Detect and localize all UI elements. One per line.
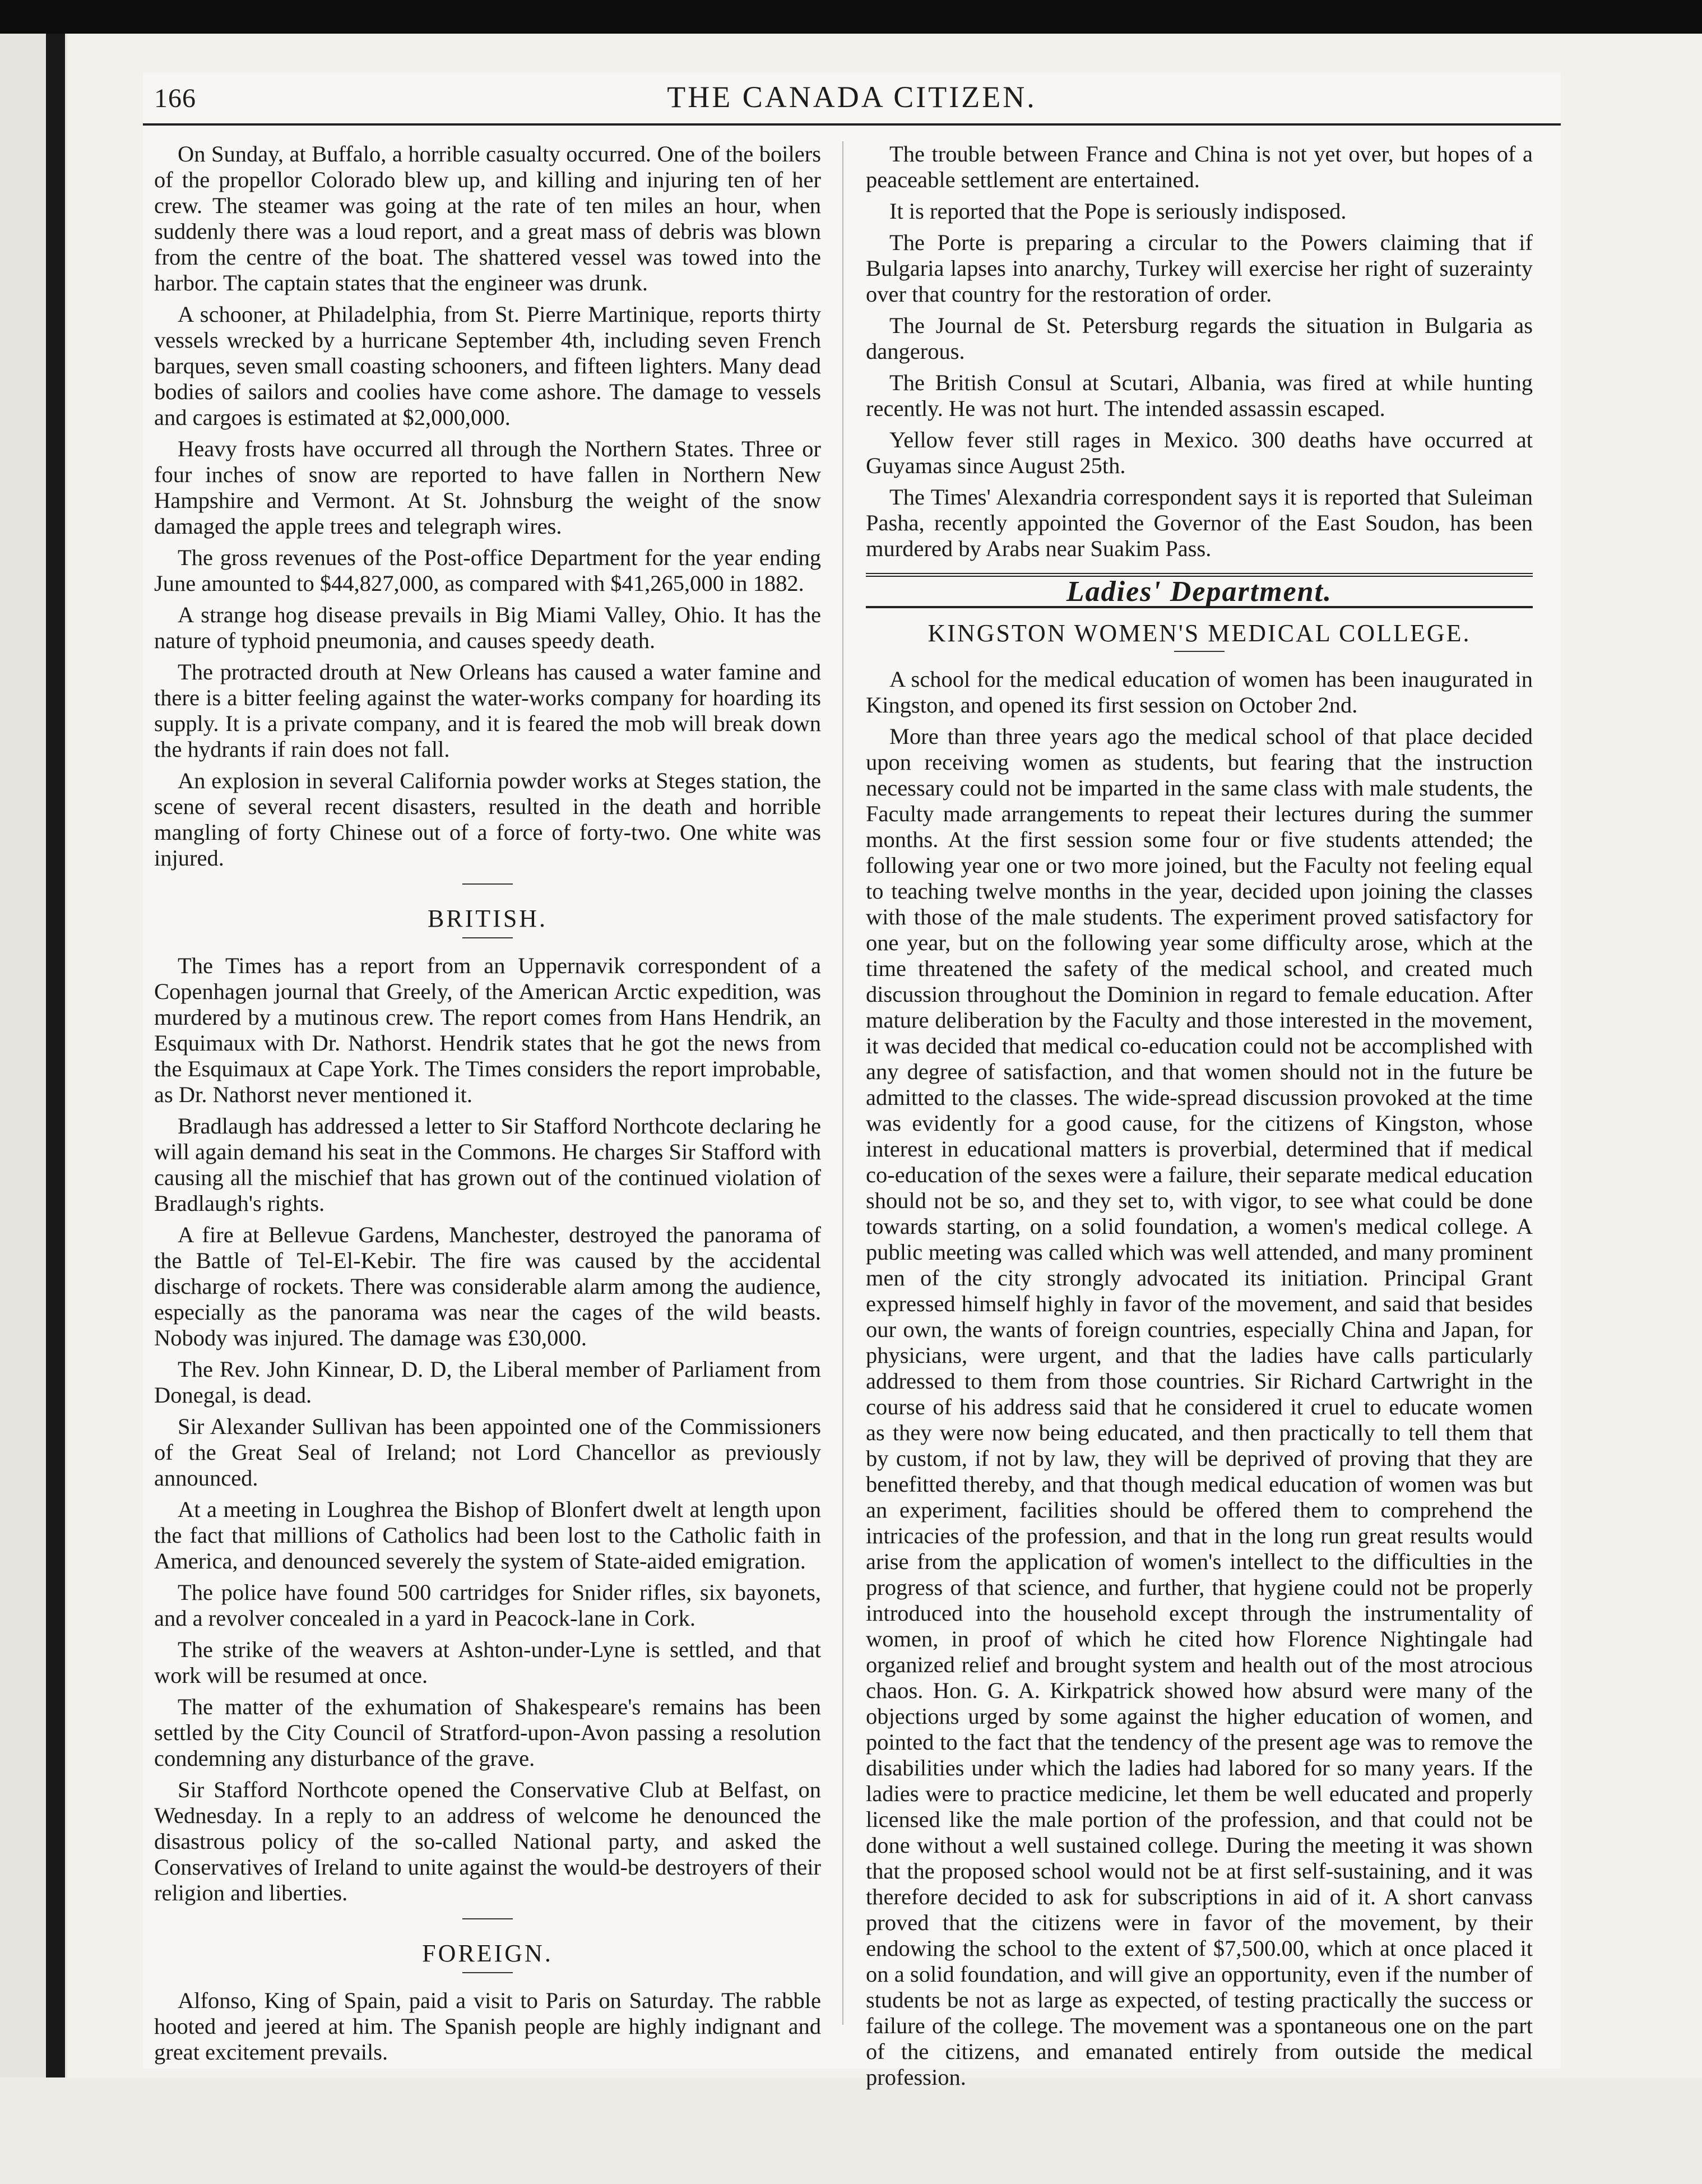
news-paragraph: An explosion in several California powder works at Steges station, the scene of several recent disasters, resulted in the death and horrible mangling of forty Chinese out of a force of forty-two. One white was injured.: [154, 768, 821, 871]
news-paragraph: On Sunday, at Buffalo, a horrible casualty occurred. One of the boilers of the propellor Colorado blew up, and killing and injuring ten of her crew. The steamer was going at the rate of ten miles an hour, when suddenly there was a loud report, and a great mass of debris was blown from the centre of the boat. The shattered vessel was towed into the harbor. The captain states that the engineer was drunk.: [154, 141, 821, 295]
page-number: 166: [154, 84, 196, 113]
running-title: THE CANADA CITIZEN.: [667, 80, 1037, 114]
news-paragraph: The trouble between France and China is not yet over, but hopes of a peaceable settlement are entertained.: [866, 141, 1533, 192]
news-paragraph: Yellow fever still rages in Mexico. 300 deaths have occurred at Guyamas since August 25th.: [866, 427, 1533, 478]
article-title: KINGSTON WOMEN'S MEDICAL COLLEGE.: [927, 619, 1471, 647]
section-rule: [462, 1972, 513, 1973]
section-rule: [462, 1918, 513, 1919]
department-banner: [866, 573, 1533, 608]
news-paragraph: At a meeting in Loughrea the Bishop of Blonfert dwelt at length upon the fact that millions of Catholics had been lost to the Catholic faith in America, and denounced severely the system of State-aided emigration.: [154, 1497, 821, 1574]
news-paragraph: A strange hog disease prevails in Big Miami Valley, Ohio. It has the nature of typhoid pneumonia, and causes speedy death.: [154, 602, 821, 653]
section-title-foreign: FOREIGN.: [422, 1940, 553, 1967]
scan-top-edge: [0, 0, 1702, 34]
news-paragraph: The Journal de St. Petersburg regards the situation in Bulgaria as dangerous.: [866, 313, 1533, 364]
news-paragraph: The matter of the exhumation of Shakespeare's remains has been settled by the City Council of Stratford-upon-Avon passing a resolution condemning any disturbance of the grave.: [154, 1694, 821, 1771]
article-paragraph: A school for the medical education of women has been inaugurated in Kingston, and opened its first session on October 2nd.: [866, 667, 1533, 718]
news-paragraph: The Times' Alexandria correspondent says it is reported that Suleiman Pasha, recently appointed the Governor of the East Soudon, has been murdered by Arabs near Suakim Pass.: [866, 484, 1533, 561]
news-paragraph: The Porte is preparing a circular to the Powers claiming that if Bulgaria lapses into anarchy, Turkey will exercise her right of suzerainty over that country for the restoration of order.: [866, 230, 1533, 307]
news-paragraph: It is reported that the Pope is seriously indisposed.: [889, 198, 1347, 224]
news-paragraph: Sir Alexander Sullivan has been appointed one of the Commissioners of the Great Seal of Ireland; not Lord Chancellor as previously announced.: [154, 1414, 821, 1491]
section-title-british: BRITISH.: [427, 905, 548, 932]
section-rule: [462, 883, 513, 885]
news-paragraph: Bradlaugh has addressed a letter to Sir Stafford Northcote declaring he will again demand his seat in the Commons. He charges Sir Stafford with causing all the mischief that has grown out of the continued violation of Bradlaugh's rights.: [154, 1113, 821, 1216]
news-paragraph: The police have found 500 cartridges for Snider rifles, six bayonets, and a revolver concealed in a yard in Peacock-lane in Cork.: [154, 1580, 821, 1631]
news-paragraph: The protracted drouth at New Orleans has caused a water famine and there is a bitter feeling against the water-works company for hoarding its supply. It is a private company, and it is feared the mob will break down the hydrants if rain does not fall.: [154, 659, 821, 762]
newspaper-page: [143, 73, 1561, 2090]
page-header: [143, 73, 1561, 126]
section-rule: [462, 937, 513, 938]
binding-spine: [46, 34, 65, 2141]
news-paragraph: Heavy frosts have occurred all through the Northern States. Three or four inches of snow are reported to have fallen in Northern New Hampshire and Vermont. At St. Johnsburg the weight of the snow damaged the apple trees and telegraph wires.: [154, 436, 821, 539]
news-paragraph: The gross revenues of the Post-office Department for the year ending June amounted to $44,827,000, as compared with $41,265,000 in 1882.: [154, 545, 821, 596]
section-rule: [1174, 651, 1225, 652]
news-paragraph: Alfonso, King of Spain, paid a visit to Paris on Saturday. The rabble hooted and jeered at him. The Spanish people are highly indignant and great excitement prevails.: [154, 1988, 821, 2065]
news-paragraph: The strike of the weavers at Ashton-under-Lyne is settled, and that work will be resumed at once.: [154, 1637, 821, 1688]
column-divider: [842, 141, 843, 2025]
article-paragraph: More than three years ago the medical school of that place decided upon receiving women as students, but fearing that the instruction necessary could not be imparted in the same class with male students, the Faculty made arrangements to repeat their lectures during the summer months. At the first session some four or five students attended; the following year one or two more joined, but the Faculty not feeling equal to teaching twelve months in the year, decided upon joining the classes with those of the male students. The experiment proved satisfactory for one year, but on the following year some difficulty arose, which at the time threatened the safety of the medical school, and created much discussion throughout the Dominion in regard to female education. After mature deliberation by the Faculty and those interested in the movement, it was decided that medical co-education could not be accomplished with any degree of satisfaction, and that women should not in the future be admitted to the classes. The wide-spread discussion provoked at the time was evidently for a good cause, for the citizens of Kingston, whose interest in educational matters is proverbial, determined that if medical co-education of the sexes were a failure, their separate medical education should not be so, and they set to, with vigor, to see what could be done towards starting, on a solid foundation, a women's medical college. A public meeting was called which was well attended, and many prominent men of the city strongly advocated its initiation. Principal Grant expressed himself highly in favor of the movement, and said that besides our own, the wants of foreign countries, especially China and Japan, for physicians, were urgent, and that the ladies have calls particularly addressed to them from those countries. Sir Richard Cartwright in the course of his address said that he considered it cruel to educate women as they were now being educated, and then practically to tell them that by custom, if not by law, they will be deprived of proving that they are benefitted thereby, and that though medical education of women was but an experiment, facilities should be offered them to comprehend the intricacies of the profession, and that in the long run great results would arise from the application of women's intellect to the difficulties in the progress of that science, and further, that hygiene could not be properly introduced into the household except through the instrumentality of women, in proof of which he cited how Florence Nightingale had organized relief and brought system and health out of the most atrocious chaos. Hon. G. A. Kirkpatrick showed how absurd were many of the objections urged by some against the higher education of women, and pointed to the fact that the tendency of the present age was to remove the disabilities under which the ladies had labored for so many years. If the ladies were to practice medicine, let them be well educated and properly licensed like the male portion of the profession, and that could not be done without a well sustained college. During the meeting it was shown that the proposed school would not be at first self-sustaining, and it was therefore decided to ask for subscriptions in aid of it. A short canvass proved that the citizens were in favor of the movement, by their endowing the school to the extent of $7,500.00, which at once placed it on a solid foundation, and will give an opportunity, even if the number of students be not as large as expected, of testing practically the success or failure of the college. The movement was a spontaneous one on the part of the citizens, and emanated entirely from outside the medical profession.: [866, 724, 1533, 2090]
news-paragraph: A fire at Bellevue Gardens, Manchester, destroyed the panorama of the Battle of Tel-El-Kebir. The fire was caused by the accidental discharge of rockets. There was considerable alarm among the audience, especially as the panorama was near the cages of the wild beasts. Nobody was injured. The damage was £30,000.: [154, 1222, 821, 1350]
right-column: [866, 141, 1533, 2096]
news-paragraph: The Rev. John Kinnear, D. D, the Liberal member of Parliament from Donegal, is dead.: [154, 1357, 821, 1408]
news-paragraph: Sir Stafford Northcote opened the Conservative Club at Belfast, on Wednesday. In a reply to an address of welcome he denounced the disastrous policy of the so-called National party, and asked the Conservatives of Ireland to unite against the would-be destroyers of their religion and liberties.: [154, 1777, 821, 1905]
news-paragraph: The Times has a report from an Uppernavik correspondent of a Copenhagen journal that Greely, of the American Arctic expedition, was murdered by a mutinous crew. The report comes from Hans Hendrik, an Esquimaux with Dr. Nathorst. Hendrik states that he got the news from the Esquimaux at Cape York. The Times considers the report improbable, as Dr. Nathorst never mentioned it.: [154, 953, 821, 1107]
news-paragraph: A schooner, at Philadelphia, from St. Pierre Martinique, reports thirty vessels wrecked by a hurricane September 4th, including seven French barques, seven small coasting schooners, and fifteen lighters. Many dead bodies of sailors and coolies have come ashore. The damage to vessels and cargoes is estimated at $2,000,000.: [154, 302, 821, 430]
news-paragraph: The British Consul at Scutari, Albania, was fired at while hunting recently. He was not hurt. The intended assassin escaped.: [866, 370, 1533, 421]
department-title: Ladies' Department.: [1066, 576, 1333, 608]
left-column: [154, 141, 821, 2071]
